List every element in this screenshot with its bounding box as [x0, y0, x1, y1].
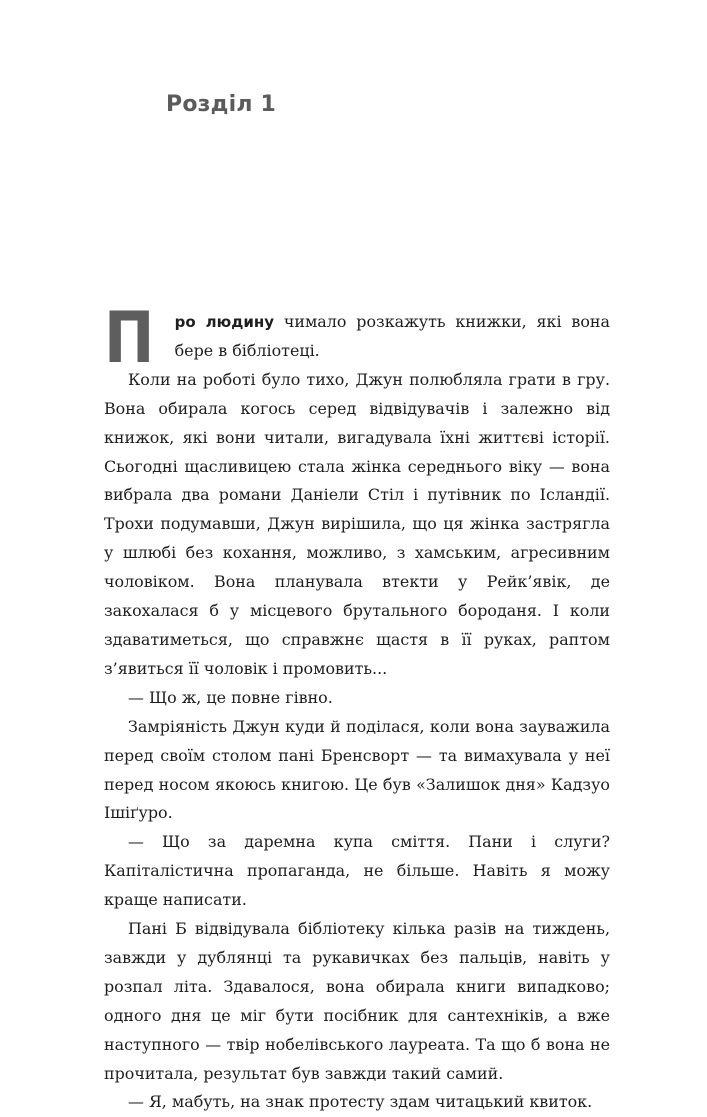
paragraph-6: Пані Б відвідувала бібліотеку кілька разів на тиждень, завжди у дублянці та рукавичках без пальців, навіть у розпал літа. Здавалося, вона обирала книги випадково; одного дня це міг бути посібник для сантехніків, а вже наступного — твір нобелівського лауреата. Та що б вона не прочитала, результат був завжди такий самий. [104, 919, 610, 1083]
paragraph-1-text: чимало розкажуть книжки, які вона бере в бібліотеці. [174, 312, 610, 360]
chapter-title: Розділ 1 [166, 92, 277, 117]
drop-cap: П [104, 297, 155, 379]
paragraph-2: Коли на роботі було тихо, Джун полюбляла грати в гру. Вона обирала когось серед відвідувачів і залежно від книжок, які вони читали, вигадувала їхні життєві історії. Сьогодні щасливицею стала жінка середнього віку — вона вибрала два романи Даніели Стіл і путівник по Ісландії. Трохи подумавши, Джун вирішила, що ця жінка застрягла у шлюбі без кохання, можливо, з хамським, агресивним чоловіком. Вона планувала втекти у Рейк’явік, де закохалася б у місцевого брутального бороданя. І коли здаватиметься, що справжнє щастя в її руках, раптом з’явиться її чоловік і промовить... [104, 369, 610, 678]
paragraph-7: — Я, мабуть, на знак протесту здам читацький квиток. [128, 1092, 593, 1112]
paragraph-5: — Що за даремна купа сміття. Пани і слуги? Капіталістична пропаганда, не більше. Навіть я можу краще написати. [104, 832, 610, 910]
paragraph-1 [104, 297, 610, 379]
chapter-body [104, 297, 610, 1117]
lead-in-text: ро людину [174, 313, 274, 331]
paragraph-3: — Що ж, це повне гівно. [128, 687, 333, 707]
paragraph-4: Замріяність Джун куди й поділася, коли вона зауважила перед своїм столом пані Бренсворт — та вимахувала у неї перед носом якоюсь книгою. Це був «Залишок дня» Кадзуо Ішіґуро. [104, 716, 610, 823]
